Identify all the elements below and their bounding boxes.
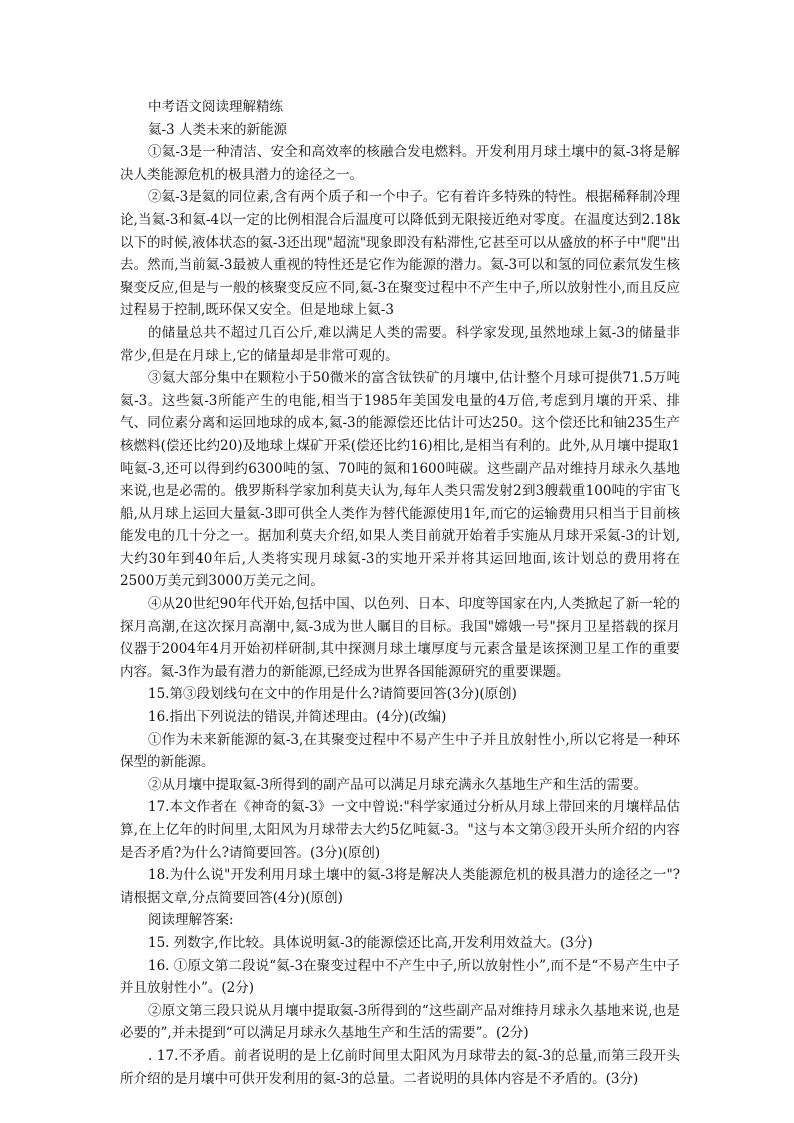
- question-15: 15.第③段划线句在文中的作用是什么?请简要回答(3分)(原创): [148, 686, 517, 703]
- answers-heading: 阅读理解答案:: [148, 912, 234, 929]
- paragraph-3: ③氦大部分集中在颗粒小于50微米的富含钛铁矿的月壤中,估计整个月球可提供71.5万吨氦-3。这些氦-3所能产生的电能,相当于1985年美国发电量的4万倍,考虑到月壤的开采、排气、同位素分离和运回地球的成本,氦-3的能源偿还比估计可达250。这个偿还比和铀235生产核燃料(偿还比约20)及地球上煤矿开采(偿还比约16)相比,是相当有利的。此外,从月壤中提取1吨氦-3,还可以得到约6300吨的氢、70吨的氮和1600吨碳。这些副产品对维持月球永久基地来说,也是必需的。俄罗斯科学家加利莫夫认为,每年人类只需发射2到3艘载重100吨的宇宙飞船,从月球上运回大量氦-3即可供全人类作为替代能源使用1年,而它的运输费用只相当于目前核能发电的几十分之一。据加利莫夫介绍,如果人类目前就开始着手实施从月球开采氦-3的计划,大约30年到40年后,人类将实现月球氦-3的实地开采并将其运回地面,该计划总的费用将在2500万美元到3000万美元之间。: [120, 370, 680, 590]
- document-title: 中考语文阅读理解精练: [148, 99, 283, 115]
- document-page: [120, 96, 680, 1090]
- answer-16-item-1: 16. ①原文第二段说“氦-3在聚变过程中不产生中子,所以放射性小”,而不是“不易产生中子并且放射性小”。(2分): [120, 957, 680, 997]
- question-17: 17.本文作者在《神奇的氦-3》一文中曾说:"科学家通过分析从月球上带回来的月壤样品估算,在上亿年的时间里,太阳风为月球带去大约5亿吨氦-3。"这与本文第③段开头所介绍的内容是否矛盾?为什么?请简要回答。(3分)(原创): [120, 799, 680, 861]
- paragraph-2-continued: 的储量总共不超过几百公斤,难以满足人类的需要。科学家发现,虽然地球上氦-3的储量非常少,但是在月球上,它的储量却是非常可观的。: [120, 324, 680, 364]
- paragraph-1: ①氦-3是一种清洁、安全和高效率的核融合发电燃料。开发利用月球土壤中的氦-3将是解决人类能源危机的极具潜力的途径之一。: [120, 144, 680, 183]
- question-18: 18.为什么说"开发利用月球土壤中的氦-3将是解决人类能源危机的极具潜力的途径之一"?请根据文章,分点简要回答(4分)(原创): [120, 867, 680, 906]
- question-16-item-2: ②从月壤中提取氦-3所得到的副产品可以满足月球充满永久基地生产和生活的需要。: [148, 776, 648, 793]
- question-16: 16.指出下列说法的错误,并简述理由。(4分)(改编): [148, 709, 447, 726]
- answer-17: . 17.不矛盾。前者说明的是上亿前时间里太阳风为月球带去的氦-3的总量,而第三段开头所介绍的是月壤中可供开发利用的氦-3的总量。二者说明的具体内容是不矛盾的。(3分): [120, 1047, 680, 1087]
- answer-15: 15. 列数字,作比较。具体说明氦-3的能源偿还比高,开发利用效益大。(3分): [148, 934, 593, 951]
- question-16-item-1: ①作为未来新能源的氦-3,在其聚变过程中不易产生中子并且放射性小,所以它将是一种环保型的新能源。: [120, 731, 680, 771]
- paragraph-4: ④从20世纪90年代开始,包括中国、以色列、日本、印度等国家在内,人类掀起了新一轮的探月高潮,在这次探月高潮中,氦-3成为世人瞩目的目标。我国"嫦娥一号"探月卫星搭载的探月仪器于2004年4月开始初样研制,其中探测月球土壤厚度与元素含量是该探测卫星工作的重要内容。氦-3作为最有潜力的新能源,已经成为世界各国能源研究的重要课题。: [120, 596, 680, 680]
- paragraph-2: ②氦-3是氦的同位素,含有两个质子和一个中子。它有着许多特殊的特性。根据稀释制冷理论,当氦-3和氦-4以一定的比例相混合后温度可以降低到无限接近绝对零度。在温度达到2.18k以下的时候,液体状态的氦-3还出现"超流"现象即没有粘滞性,它甚至可以从盛放的杯子中"爬"出去。然而,当前氦-3最被人重视的特性还是它作为能源的潜力。氦-3可以和氢的同位素氘发生核聚变反应,但是与一般的核聚变反应不同,氦-3在聚变过程中不产生中子,所以放射性小,而且反应过程易于控制,既环保又安全。但是地球上氦-3: [120, 189, 680, 319]
- article-title: 氦-3 人类未来的新能源: [148, 121, 287, 138]
- answer-16-item-2: ②原文第三段只说从月壤中提取氦-3所得到的“这些副产品对维持月球永久基地来说,也是必要的”,并未提到“可以满足月球永久基地生产和生活的需要”。(2分): [120, 1002, 680, 1042]
